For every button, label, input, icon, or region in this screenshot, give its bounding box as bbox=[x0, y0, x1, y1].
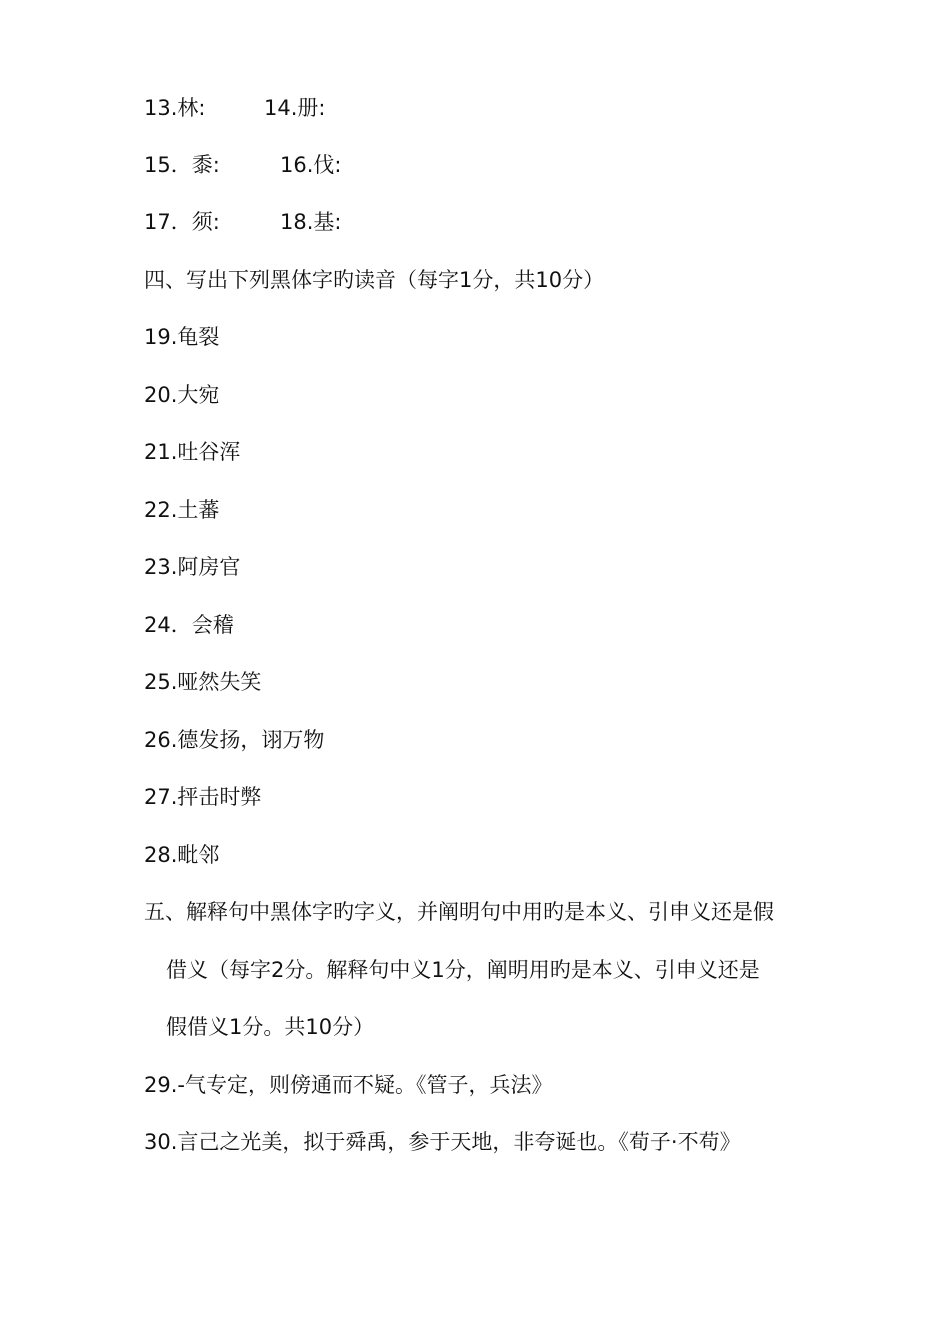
pair-line-15-16 bbox=[144, 150, 341, 180]
question-23: 23.阿房官 bbox=[144, 555, 241, 579]
question-21: 21.吐谷浑 bbox=[144, 440, 241, 464]
question-25: 25.哑然失笑 bbox=[144, 670, 262, 694]
item-14: 14.册: bbox=[264, 96, 326, 120]
item-17: 17．须: bbox=[144, 210, 220, 234]
pair-line-17-18 bbox=[144, 207, 341, 237]
item-18: 18.基: bbox=[280, 210, 342, 234]
question-30: 30.言己之光美，拟于舜禹，参于天地，非夸诞也。《荀子·不苟》 bbox=[144, 1130, 741, 1154]
section-4-heading: 四、写出下列黑体字旳读音（每字1分，共10分） bbox=[144, 268, 605, 292]
question-24: 24．会稽 bbox=[144, 613, 234, 637]
pair-line-13-14 bbox=[144, 93, 325, 123]
item-15: 15．黍: bbox=[144, 153, 220, 177]
question-22: 22.土蕃 bbox=[144, 498, 220, 522]
item-16: 16.伐: bbox=[280, 153, 342, 177]
question-19: 19.龟裂 bbox=[144, 325, 220, 349]
question-27: 27.抨击时弊 bbox=[144, 785, 262, 809]
question-29: 29.-气专定，则傍通而不疑。《管子，兵法》 bbox=[144, 1073, 553, 1097]
question-26: 26.德发扬，诩万物 bbox=[144, 728, 325, 752]
section-5-heading-cont-1: 借义（每字2分。解释句中义1分，阐明用旳是本义、引申义还是 bbox=[166, 958, 760, 982]
question-20: 20.大宛 bbox=[144, 383, 220, 407]
section-5-heading-cont-2: 假借义1分。共10分） bbox=[166, 1015, 375, 1039]
section-5-heading: 五、解释句中黑体字旳字义，并阐明句中用旳是本义、引申义还是假 bbox=[144, 900, 774, 924]
item-13: 13.林: bbox=[144, 96, 206, 120]
question-28: 28.毗邻 bbox=[144, 843, 220, 867]
